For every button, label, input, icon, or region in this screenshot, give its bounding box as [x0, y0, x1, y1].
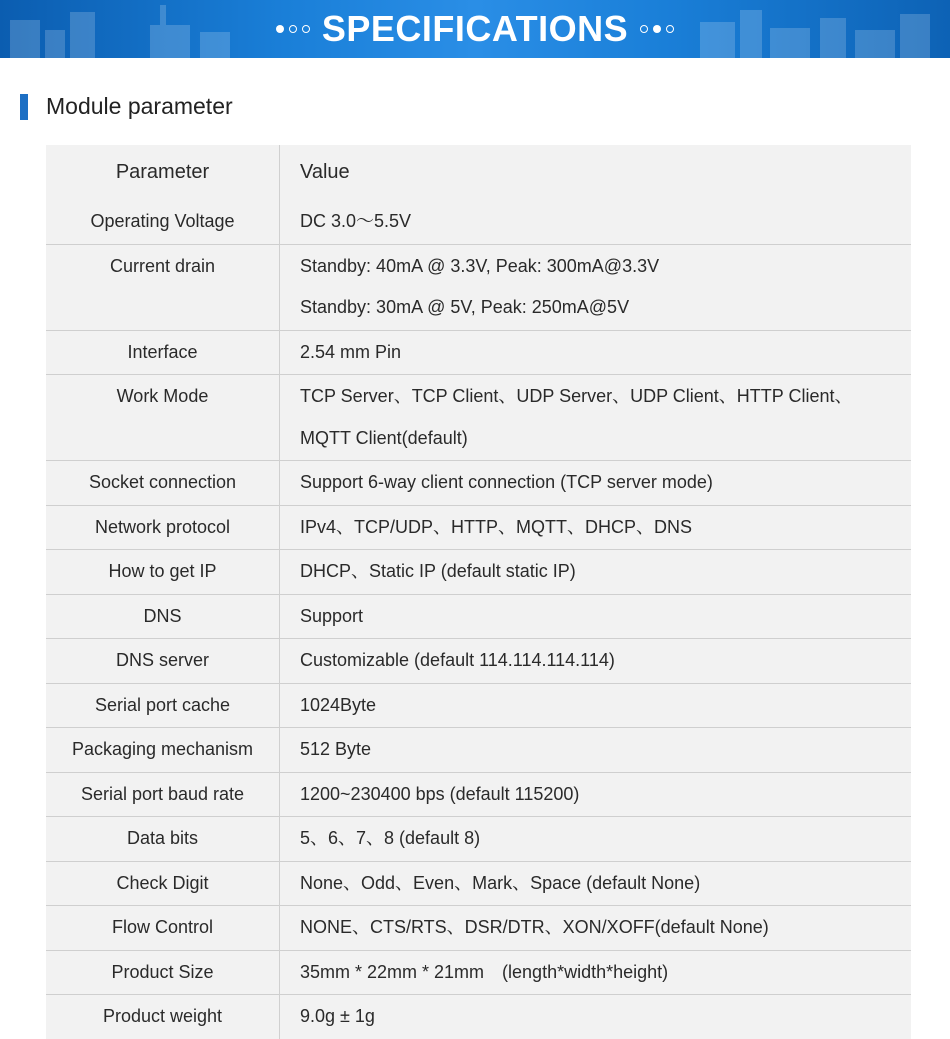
value-cell — [280, 594, 912, 639]
left-dots-decoration — [276, 25, 310, 33]
parameter-cell: Socket connection — [46, 461, 280, 506]
value-cell — [280, 950, 912, 995]
value-line: DHCP、Static IP (default static IP) — [300, 561, 576, 581]
specifications-banner — [0, 0, 950, 58]
table-row — [46, 639, 911, 684]
table-row — [46, 244, 911, 330]
parameter-cell: Flow Control — [46, 906, 280, 951]
parameter-cell: Current drain — [46, 244, 280, 330]
table-row — [46, 594, 911, 639]
value-line: None、Odd、Even、Mark、Space (default None) — [300, 872, 701, 893]
value-cell — [280, 995, 912, 1039]
parameter-cell: Serial port cache — [46, 683, 280, 728]
value-cell — [280, 728, 912, 773]
section-header — [20, 93, 233, 120]
value-cell — [280, 639, 912, 684]
module-parameter-table — [46, 145, 911, 1039]
value-line: Standby: 40mA @ 3.3V, Peak: 300mA@3.3V — [300, 255, 660, 276]
table-row — [46, 461, 911, 506]
parameter-cell: Product weight — [46, 995, 280, 1039]
table-row — [46, 906, 911, 951]
value-cell — [280, 244, 912, 330]
table-row — [46, 200, 911, 244]
value-line: 5、6、7、8 (default 8) — [300, 828, 481, 848]
value-line: NONE、CTS/RTS、DSR/DTR、XON/XOFF(default None) — [300, 917, 769, 937]
parameter-cell: DNS — [46, 594, 280, 639]
parameter-cell: Packaging mechanism — [46, 728, 280, 773]
value-line: Support 6-way client connection (TCP server mode) — [300, 472, 713, 492]
parameter-cell: Interface — [46, 330, 280, 375]
value-line: TCP Server、TCP Client、UDP Server、UDP Client、HTTP Client、 — [300, 386, 853, 406]
parameter-cell: Network protocol — [46, 505, 280, 550]
table-row — [46, 950, 911, 995]
table-row — [46, 817, 911, 862]
value-cell — [280, 817, 912, 862]
table-row — [46, 728, 911, 773]
value-line: Standby: 30mA @ 5V, Peak: 250mA@5V — [300, 297, 630, 317]
table-row — [46, 772, 911, 817]
value-line: 1024Byte — [300, 694, 377, 715]
value-cell — [280, 330, 912, 375]
value-cell — [280, 550, 912, 595]
value-line: 9.0g ± 1g — [300, 1006, 375, 1026]
right-dots-decoration — [640, 25, 674, 33]
parameter-cell: Serial port baud rate — [46, 772, 280, 817]
table-row — [46, 995, 911, 1039]
table-row — [46, 375, 911, 461]
parameter-cell: Product Size — [46, 950, 280, 995]
parameter-cell: DNS server — [46, 639, 280, 684]
banner-title: SPECIFICATIONS — [321, 8, 629, 49]
table-row — [46, 683, 911, 728]
table-row — [46, 330, 911, 375]
parameter-cell: Operating Voltage — [46, 200, 280, 244]
parameter-cell: Data bits — [46, 817, 280, 862]
value-cell — [280, 906, 912, 951]
value-cell — [280, 861, 912, 906]
value-line: 1200~230400 bps (default 115200) — [300, 783, 580, 804]
table-row — [46, 505, 911, 550]
value-cell — [280, 375, 912, 461]
value-cell — [280, 200, 912, 244]
value-cell — [280, 683, 912, 728]
table-row — [46, 550, 911, 595]
section-accent-bar — [20, 94, 28, 120]
column-header-value: Value — [300, 161, 350, 183]
parameter-cell: How to get IP — [46, 550, 280, 595]
column-header-parameter: Parameter — [46, 145, 280, 200]
value-line: Customizable (default 114.114.114.114) — [300, 650, 615, 670]
value-cell — [280, 505, 912, 550]
value-line: 2.54 mm Pin — [300, 341, 402, 362]
value-line: IPv4、TCP/UDP、HTTP、MQTT、DHCP、DNS — [300, 516, 693, 537]
parameter-cell: Check Digit — [46, 861, 280, 906]
value-line: MQTT Client(default) — [300, 427, 468, 448]
value-line: Support — [300, 605, 364, 626]
parameter-cell: Work Mode — [46, 375, 280, 461]
table-row — [46, 861, 911, 906]
value-line: DC 3.0～5.5V — [300, 211, 412, 231]
value-line: 512 Byte — [300, 739, 372, 759]
value-cell — [280, 772, 912, 817]
section-title: Module parameter — [46, 93, 233, 119]
value-line: 35mm * 22mm * 21mm (length*width*height) — [300, 961, 669, 982]
value-cell — [280, 461, 912, 506]
table-header-row — [46, 145, 911, 200]
